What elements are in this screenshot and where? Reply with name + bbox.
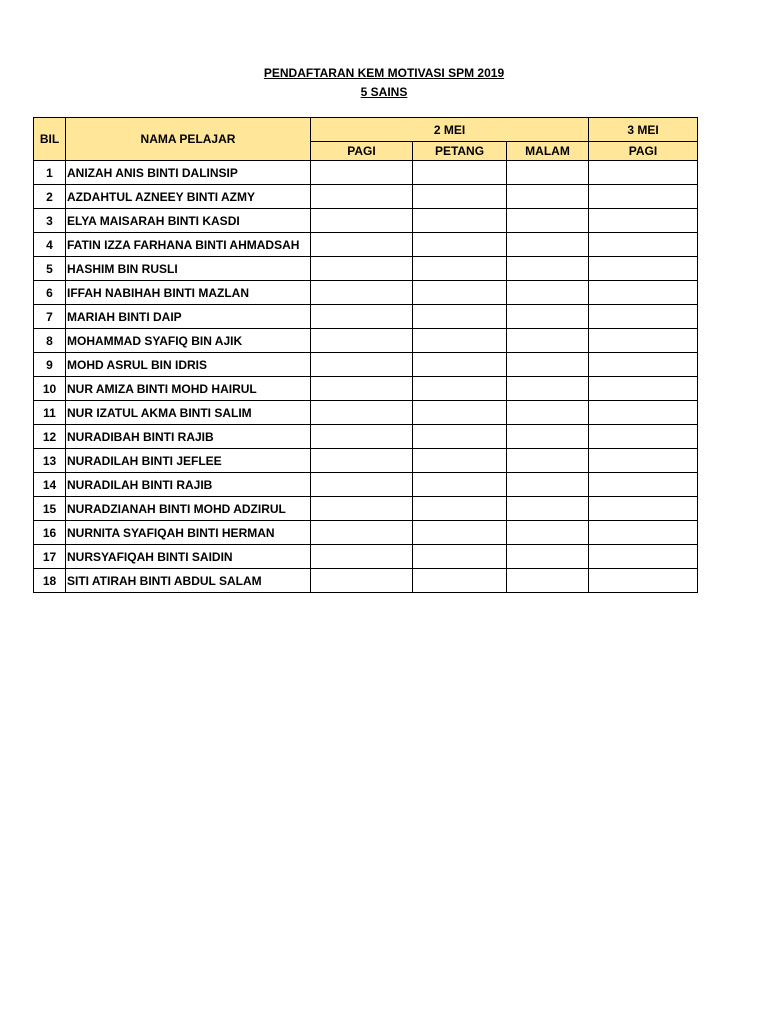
pagi2-cell[interactable] (589, 353, 698, 377)
malam-cell[interactable] (507, 497, 589, 521)
pagi-cell[interactable] (311, 521, 413, 545)
bil-cell: 6 (34, 281, 66, 305)
pagi-cell[interactable] (311, 497, 413, 521)
petang-cell[interactable] (413, 353, 507, 377)
pagi2-cell[interactable] (589, 257, 698, 281)
day1-header: 2 MEI (311, 118, 589, 142)
malam-cell[interactable] (507, 425, 589, 449)
table-row (34, 305, 698, 329)
table-row (34, 233, 698, 257)
petang-cell[interactable] (413, 329, 507, 353)
pagi2-header: PAGI (589, 142, 698, 161)
student-name-cell: NURADILAH BINTI JEFLEE (66, 449, 311, 473)
table-row (34, 401, 698, 425)
pagi-cell[interactable] (311, 257, 413, 281)
petang-cell[interactable] (413, 473, 507, 497)
pagi2-cell[interactable] (589, 449, 698, 473)
pagi2-cell[interactable] (589, 521, 698, 545)
petang-cell[interactable] (413, 257, 507, 281)
student-name-cell: ANIZAH ANIS BINTI DALINSIP (66, 161, 311, 185)
pagi-cell[interactable] (311, 305, 413, 329)
table-row (34, 449, 698, 473)
student-name-cell: NUR IZATUL AKMA BINTI SALIM (66, 401, 311, 425)
table-row (34, 329, 698, 353)
student-name-cell: NURADILAH BINTI RAJIB (66, 473, 311, 497)
pagi2-cell[interactable] (589, 161, 698, 185)
petang-cell[interactable] (413, 497, 507, 521)
pagi-cell[interactable] (311, 449, 413, 473)
malam-cell[interactable] (507, 473, 589, 497)
bil-cell: 2 (34, 185, 66, 209)
bil-cell: 16 (34, 521, 66, 545)
malam-cell[interactable] (507, 305, 589, 329)
table-row (34, 521, 698, 545)
malam-cell[interactable] (507, 353, 589, 377)
pagi-cell[interactable] (311, 185, 413, 209)
pagi2-cell[interactable] (589, 473, 698, 497)
pagi2-cell[interactable] (589, 569, 698, 593)
bil-cell: 1 (34, 161, 66, 185)
pagi2-cell[interactable] (589, 233, 698, 257)
table-row (34, 257, 698, 281)
malam-cell[interactable] (507, 377, 589, 401)
pagi2-cell[interactable] (589, 545, 698, 569)
bil-cell: 18 (34, 569, 66, 593)
student-name-cell: MOHAMMAD SYAFIQ BIN AJIK (66, 329, 311, 353)
bil-cell: 14 (34, 473, 66, 497)
malam-cell[interactable] (507, 233, 589, 257)
student-name-cell: MARIAH BINTI DAIP (66, 305, 311, 329)
student-name-cell: FATIN IZZA FARHANA BINTI AHMADSAH (66, 233, 311, 257)
pagi-cell[interactable] (311, 281, 413, 305)
bil-cell: 13 (34, 449, 66, 473)
petang-cell[interactable] (413, 185, 507, 209)
petang-cell[interactable] (413, 569, 507, 593)
table-row (34, 185, 698, 209)
bil-cell: 12 (34, 425, 66, 449)
day2-header: 3 MEI (589, 118, 698, 142)
page-title: PENDAFTARAN KEM MOTIVASI SPM 2019 (263, 66, 505, 80)
malam-cell[interactable] (507, 545, 589, 569)
table-row (34, 569, 698, 593)
malam-cell[interactable] (507, 569, 589, 593)
student-name-cell: HASHIM BIN RUSLI (66, 257, 311, 281)
bil-cell: 9 (34, 353, 66, 377)
pagi2-cell[interactable] (589, 209, 698, 233)
header-row (34, 118, 698, 142)
petang-cell[interactable] (413, 377, 507, 401)
pagi-cell[interactable] (311, 545, 413, 569)
bil-cell: 3 (34, 209, 66, 233)
student-name-cell: MOHD ASRUL BIN IDRIS (66, 353, 311, 377)
petang-cell[interactable] (413, 233, 507, 257)
table-row (34, 497, 698, 521)
bil-cell: 7 (34, 305, 66, 329)
malam-cell[interactable] (507, 521, 589, 545)
table-row (34, 353, 698, 377)
pagi-header: PAGI (311, 142, 413, 161)
bil-cell: 5 (34, 257, 66, 281)
petang-cell[interactable] (413, 425, 507, 449)
petang-cell[interactable] (413, 521, 507, 545)
petang-cell[interactable] (413, 161, 507, 185)
bil-cell: 8 (34, 329, 66, 353)
registration-table (33, 117, 698, 593)
pagi2-cell[interactable] (589, 425, 698, 449)
student-name-cell: AZDAHTUL AZNEEY BINTI AZMY (66, 185, 311, 209)
petang-cell[interactable] (413, 449, 507, 473)
petang-cell[interactable] (413, 281, 507, 305)
student-name-cell: IFFAH NABIHAH BINTI MAZLAN (66, 281, 311, 305)
malam-cell[interactable] (507, 209, 589, 233)
table-row (34, 425, 698, 449)
pagi-cell[interactable] (311, 473, 413, 497)
petang-cell[interactable] (413, 209, 507, 233)
bil-cell: 11 (34, 401, 66, 425)
pagi2-cell[interactable] (589, 281, 698, 305)
table-row (34, 281, 698, 305)
pagi-cell[interactable] (311, 329, 413, 353)
pagi2-cell[interactable] (589, 329, 698, 353)
bil-cell: 4 (34, 233, 66, 257)
student-name-cell: NURADIBAH BINTI RAJIB (66, 425, 311, 449)
student-name-cell: NURNITA SYAFIQAH BINTI HERMAN (66, 521, 311, 545)
pagi-cell[interactable] (311, 161, 413, 185)
bil-cell: 17 (34, 545, 66, 569)
pagi-cell[interactable] (311, 401, 413, 425)
nama-pelajar-header: NAMA PELAJAR (66, 118, 311, 161)
malam-cell[interactable] (507, 281, 589, 305)
petang-cell[interactable] (413, 545, 507, 569)
petang-header: PETANG (413, 142, 507, 161)
bil-header: BIL (34, 118, 66, 161)
table-row (34, 545, 698, 569)
pagi-cell[interactable] (311, 377, 413, 401)
malam-cell[interactable] (507, 401, 589, 425)
student-name-cell: NURADZIANAH BINTI MOHD ADZIRUL (66, 497, 311, 521)
pagi-cell[interactable] (311, 569, 413, 593)
table-row (34, 209, 698, 233)
pagi-cell[interactable] (311, 209, 413, 233)
petang-cell[interactable] (413, 305, 507, 329)
pagi-cell[interactable] (311, 353, 413, 377)
student-name-cell: ELYA MAISARAH BINTI KASDI (66, 209, 311, 233)
malam-header: MALAM (507, 142, 589, 161)
table-row (34, 473, 698, 497)
bil-cell: 15 (34, 497, 66, 521)
malam-cell[interactable] (507, 185, 589, 209)
pagi2-cell[interactable] (589, 185, 698, 209)
page-subtitle: 5 SAINS (360, 85, 408, 99)
table-row (34, 161, 698, 185)
pagi-cell[interactable] (311, 425, 413, 449)
student-name-cell: SITI ATIRAH BINTI ABDUL SALAM (66, 569, 311, 593)
petang-cell[interactable] (413, 401, 507, 425)
malam-cell[interactable] (507, 161, 589, 185)
pagi2-cell[interactable] (589, 377, 698, 401)
pagi-cell[interactable] (311, 233, 413, 257)
malam-cell[interactable] (507, 449, 589, 473)
pagi2-cell[interactable] (589, 305, 698, 329)
pagi2-cell[interactable] (589, 401, 698, 425)
student-name-cell: NUR AMIZA BINTI MOHD HAIRUL (66, 377, 311, 401)
malam-cell[interactable] (507, 329, 589, 353)
malam-cell[interactable] (507, 257, 589, 281)
table-row (34, 377, 698, 401)
pagi2-cell[interactable] (589, 497, 698, 521)
student-name-cell: NURSYAFIQAH BINTI SAIDIN (66, 545, 311, 569)
bil-cell: 10 (34, 377, 66, 401)
